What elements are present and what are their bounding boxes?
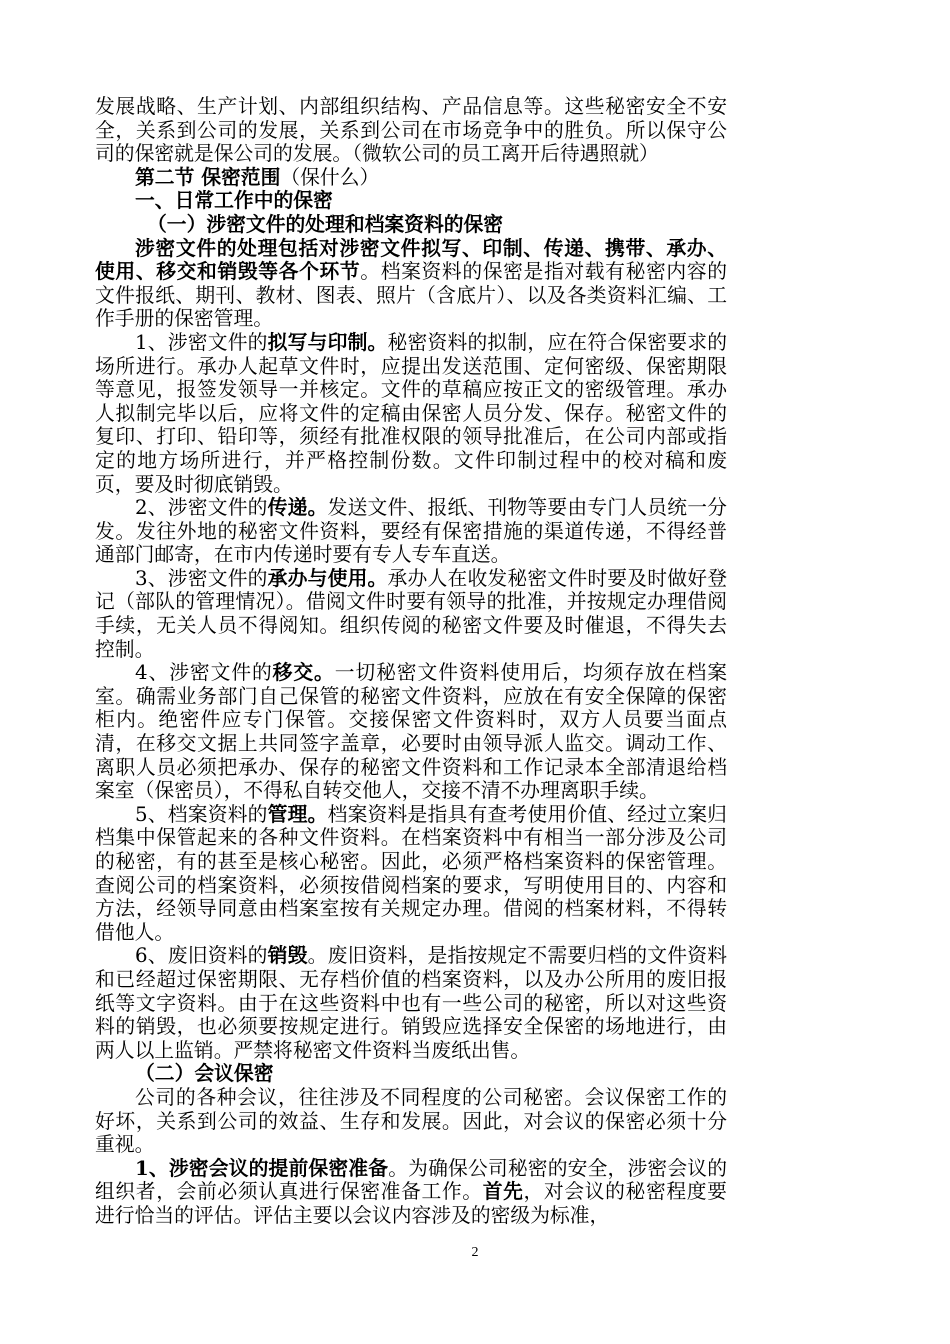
item-5-rest: 档案资料是指具有查考使用价值、经过立案归档集中保管起来的各种文件资料。在档案资料中有相当一部分涉及公司的秘密，有的甚至是核心秘密。因此，必须严格档案资料的保密管理。查阅公司的档案资料，必须按借阅档案的要求，写明使用目的、内容和方法，经领导同意由档案室按有关规定办理。借阅的档案材料，不得转借他人。 — [95, 802, 727, 944]
item-1-bold: 拟写与印制。 — [267, 329, 388, 354]
page-number: 2 — [471, 1245, 479, 1260]
meeting-item-1-bold: 1、涉密会议的提前保密准备 — [135, 1155, 389, 1180]
paragraph-item-1 — [95, 331, 727, 496]
item-3-rest: 承办人在收发秘密文件时要及时做好登记（部队的管理情况）。借阅文件时要有领导的批准，并按规定办理借阅手续，无关人员不得阅知。组织传阅的秘密文件要及时催退，不得失去控制。 — [95, 566, 727, 661]
item-1-lead: 1、涉密文件的 — [135, 330, 268, 354]
item-2-rest: 发送文件、报纸、刊物等要由专门人员统一分发。发往外地的秘密文件资料，要经有保密措施的渠道传递，不得经普通部门邮寄，在市内传递时要有专人专车直送。 — [95, 496, 727, 567]
item-2-lead: 2、涉密文件的 — [135, 496, 268, 520]
item-1-rest: 秘密资料的拟制，应在符合保密要求的场所进行。承办人起草文件时，应提出发送范围、定何密级、保密期限等意见，报签发领导一并核定。文件的草稿应按正文的密级管理。承办人拟制完毕以后，应将文件的定稿由保密人员分发、保存。秘密文件的复印、打印、铅印等，须经有批准权限的领导批准后，在公司内部或指定的地方场所进行，并严格控制份数。文件印制过程中的校对稿和废页，要及时彻底销毁。 — [95, 330, 727, 496]
meeting-item-1-mid: 。为确保公司秘密的安全，涉密会议的组织者，会前必须认真进行保密准备工作。 — [95, 1156, 727, 1204]
item-5-lead: 5、档案资料的 — [135, 802, 268, 826]
doc-handling-rest: 。档案资料的保密是指对载有秘密内容的文件报纸、期刊、教材、图表、照片（含底片）、以及各类资料汇编、工作手册的保密管理。 — [95, 260, 727, 331]
meeting-item-1-bold2: 首先 — [482, 1179, 524, 1204]
doc-handling-bold: 涉密文件的处理包括对涉密文件拟写、印制、传递、携带、承办、使用、移交和销毁等各个环节 — [95, 235, 727, 284]
paragraph-intro: 发展战略、生产计划、内部组织结构、产品信息等。这些秘密安全不安全，关系到公司的发展，关系到公司在市场竞争中的胜负。所以保守公司的保密就是保公司的发展。（微软公司的员工离开后待遇照就） — [95, 95, 727, 166]
heading-meeting: （二）会议保密 — [135, 1061, 274, 1086]
item-2-bold: 传递。 — [267, 495, 328, 520]
paragraph-doc-handling — [95, 237, 727, 331]
item-6-rest: 。废旧资料，是指按规定不需要归档的文件资料和已经超过保密期限、无存档价值的档案资料，以及办公所用的废旧报纸等文字资料。由于在这些资料中也有一些公司的秘密，所以对这些资料的销毁，也必须要按规定进行。销毁应选择安全保密的场地进行，由两人以上监销。严禁将秘密文件资料当废纸出售。 — [95, 944, 727, 1062]
item-5-bold: 管理。 — [267, 801, 328, 826]
item-6-bold: 销毁 — [267, 943, 308, 968]
item-3-lead: 3、涉密文件的 — [135, 566, 268, 590]
heading-daily-work: 一、日常工作中的保密 — [135, 188, 333, 213]
item-3-bold: 承办与使用。 — [267, 565, 388, 590]
paragraph-item-3 — [95, 567, 727, 661]
document-body — [95, 95, 727, 1228]
paragraph-meeting-item-1 — [95, 1157, 727, 1228]
paragraph-item-4 — [95, 661, 727, 803]
section-heading — [95, 166, 727, 190]
item-4-bold: 移交。 — [272, 660, 335, 685]
item-4-lead: 4、涉密文件的 — [135, 661, 273, 685]
item-6-lead: 6、废旧资料的 — [135, 944, 268, 968]
paragraph-item-5 — [95, 803, 727, 945]
section-note: （保什么） — [280, 165, 380, 189]
section-title: 第二节 保密范围 — [135, 164, 281, 189]
paragraph-item-2 — [95, 496, 727, 567]
paragraph-meeting: 公司的各种会议，往往涉及不同程度的公司秘密。会议保密工作的好坏，关系到公司的效益、生存和发展。因此，对会议的保密必须十分重视。 — [95, 1085, 727, 1157]
heading-documents: （一）涉密文件的处理和档案资料的保密 — [147, 211, 504, 236]
paragraph-item-6 — [95, 944, 727, 1062]
meeting-item-1-rest: ，对会议的秘密程度要进行恰当的评估。评估主要以会议内容涉及的密级为标准， — [95, 1180, 727, 1227]
item-4-rest: 一切秘密文件资料使用后，均须存放在档案室。确需业务部门自己保管的秘密文件资料，应放在有安全保障的保密柜内。绝密件应专门保管。交接保密文件资料时，双方人员要当面点清，在移交文据上共同签字盖章，必要时由领导派人监交。调动工作、离职人员必须把承办、保存的秘密文件资料和工作记录本全部清退给档案室（保密员），不得私自转交他人，交接不清不办理离职手续。 — [95, 661, 727, 803]
